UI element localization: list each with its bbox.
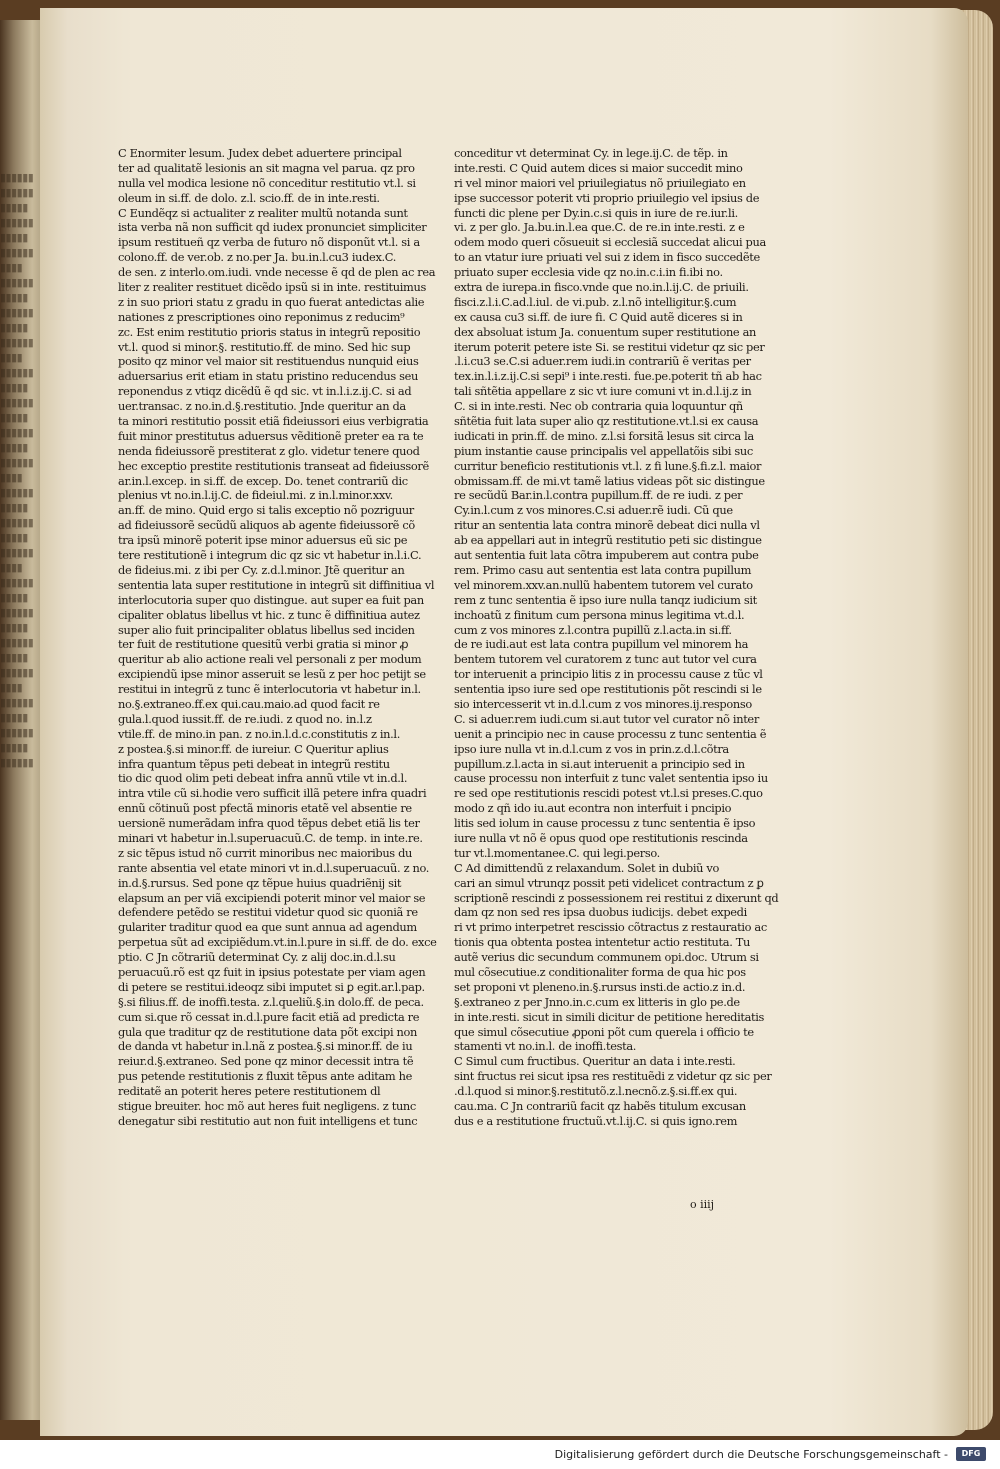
right-text-column — [454, 146, 779, 1129]
text-line: ter ad qualitatẽ lesionis an sit magna vel parua. qz pro — [118, 160, 415, 175]
text-line: pus petende restitutionis z fluxit tẽpus ante aditam he — [118, 1069, 413, 1084]
text-line: cipaliter oblatus libellus vt hic. z tunc ẽ diffinitiua autez — [118, 607, 420, 622]
text-line: de fideius.mi. z ibi per Cy. z.d.l.minor. Jtẽ queritur an — [118, 562, 405, 577]
text-line: tur vt.l.momentanee.C. qui legi.perso. — [454, 845, 660, 860]
text-line: ipsum restitueñ qz verba de futuro nõ disponũt vt.l. si a — [118, 235, 420, 250]
text-line: de danda vt habetur in.l.nã z postea.§.si minor.ff. de iu — [118, 1039, 413, 1054]
text-line: ri vel minor maiori vel priuilegiatus nõ priuilegiato en — [454, 175, 746, 190]
text-line: to an vtatur iure priuati vel sui z idem in fisco succedẽte — [454, 250, 760, 265]
text-line: tex.in.l.i.z.ij.C.si sepi⁹ i inte.resti. fue.pe.poterit tñ ab hac — [454, 369, 762, 384]
text-line: no.§.extraneo.ff.ex qui.cau.maio.ad quod facit re — [118, 696, 380, 711]
text-line: stigue breuiter. hoc mõ aut heres fuit negligens. z tunc — [118, 1099, 416, 1113]
text-line: rem z tunc sententia ẽ ipso iure nulla tanqz iudicium sit — [454, 592, 757, 607]
text-line: minari vt habetur in.l.superuacuũ.C. de temp. in inte.re. — [118, 830, 423, 845]
facing-page-text: ▮▮▮▮▮▮ ▮▮▮▮▮▮ ▮▮▮▮▮ ▮▮▮▮▮▮ ▮▮▮▮▮ ▮▮▮▮▮▮ ▮▮▮▮ ▮▮▮▮▮▮ ▮▮▮▮▮ ▮▮▮▮▮▮ ▮▮▮▮▮ ▮▮▮▮▮▮ ▮▮▮▮ ▮▮▮▮▮▮ ▮▮▮▮▮ ▮▮▮▮▮▮ ▮▮▮▮▮ ▮▮▮▮▮▮ ▮▮▮▮▮ ▮▮▮▮▮▮ ▮▮▮▮ ▮▮▮▮▮▮ ▮▮▮▮▮ ▮▮▮▮▮▮ ▮▮▮▮▮ ▮▮▮▮▮▮ ▮▮▮▮ ▮▮▮▮▮▮ ▮▮▮▮▮ ▮▮▮▮▮▮ ▮▮▮▮▮ ▮▮▮▮▮▮ ▮▮▮▮▮ ▮▮▮▮▮▮ ▮▮▮▮ ▮▮▮▮▮▮ ▮▮▮▮▮ ▮▮▮▮▮▮ ▮▮▮▮▮ ▮▮▮▮▮▮ — [0, 171, 34, 769]
text-line: sio intercesserit vt in.d.l.cum z vos minores.ij.responso — [454, 696, 752, 711]
text-line: elapsum an per viã excipiendi poterit minor vel maior se — [118, 890, 426, 905]
text-line: pupillum.z.l.acta in si.aut interuenit a principio sed in — [454, 756, 745, 771]
text-line: rem. Primo casu aut sententia est lata contra pupillum — [454, 562, 752, 577]
text-line: z postea.§.si minor.ff. de iureiur. C Queritur aplius — [118, 741, 389, 756]
text-line: ter fuit de restitutione quesitũ verbi gratia si minor ꝓ — [118, 637, 409, 652]
text-line: odem modo queri cõsueuit si ecclesiã succedat alicui pua — [454, 235, 766, 250]
dfg-logo: DFG — [956, 1447, 986, 1461]
signature-mark: o iiij — [690, 1198, 715, 1211]
text-line: ar.in.l.excep. in si.ff. de excep. Do. tenet contrariũ dic — [118, 473, 408, 488]
text-line: litis sed iolum in cause processu z tunc sententia ẽ ipso — [454, 816, 756, 831]
text-line: bentem tutorem vel curatorem z tunc aut tutor vel cura — [454, 652, 757, 667]
text-line: perpetua sũt ad excipiẽdum.vt.in.l.pure in si.ff. de do. exce — [118, 935, 437, 950]
text-line: que simul cõsecutiue ꝓponi põt cum querela i officio te — [454, 1024, 754, 1039]
text-line: reditatẽ an poterit heres petere restitutionem dl — [118, 1084, 381, 1099]
text-line: aduersarius erit etiam in statu pristino reducendus seu — [118, 369, 418, 384]
text-line: obmissam.ff. de mi.vt tamẽ latius videas põt sic distingue — [454, 473, 765, 488]
text-line: ipso iure nulla vt in.d.l.cum z vos in prin.z.d.l.cõtra — [454, 741, 729, 756]
text-line: de sen. z interlo.om.iudi. vnde necesse ẽ qd de plen ac rea — [118, 265, 436, 280]
text-line: ritur an sententia lata contra minorẽ debeat dici nulla vl — [454, 518, 760, 533]
text-line: tali sñtẽtia appellare z sic vt iure comuni vt in.d.l.ij.z in — [454, 384, 752, 399]
text-line: in inte.resti. sicut in simili dicitur de petitione hereditatis — [454, 1009, 765, 1024]
text-line: tor interuenit a principio litis z in processu cause z tũc vl — [454, 667, 763, 682]
text-line: uersionẽ numerãdam infra quod tẽpus debet etiã lis ter — [118, 816, 420, 831]
text-line: nenda fideiussorẽ prestiterat z glo. videtur tenere quod — [118, 443, 420, 458]
text-line: gula que traditur qz de restitutione data põt excipi non — [118, 1024, 417, 1039]
text-line: fisci.z.l.i.C.ad.l.iul. de vi.pub. z.l.nõ intelligitur.§.cum — [454, 294, 737, 309]
text-line: iudicati in prin.ff. de mino. z.l.si forsitã lesus sit circa la — [454, 428, 754, 443]
text-line: nulla vel modica lesione nõ conceditur restitutio vt.l. si — [118, 175, 416, 190]
text-line: §.si filius.ff. de inoffi.testa. z.l.queliũ.§.in dolo.ff. de peca. — [118, 994, 424, 1009]
text-line: set proponi vt pleneno.in.§.rursus insti.de actio.z in.d. — [454, 979, 746, 994]
text-line: ri vt primo interpetret rescissio cõtractus z restauratio ac — [454, 920, 767, 935]
text-line: C Ad dimittendũ z relaxandum. Solet in dubiũ vo — [454, 860, 720, 875]
text-line: mul cõsecutiue.z conditionaliter forma de qua hic pos — [454, 964, 746, 979]
text-line: C Eundẽqz si actualiter z realiter multũ notanda sunt — [118, 205, 408, 220]
footer-bar — [0, 1440, 1000, 1469]
text-line: modo z qñ ido iu.aut econtra non interfuit i pncipio — [454, 801, 732, 816]
text-line: conceditur vt determinat Cy. in lege.ij.C. de tẽp. in — [454, 146, 728, 160]
text-line: dus e a restitutione fructuũ.vt.l.ij.C. si quis igno.rem — [454, 1113, 738, 1128]
text-line: restitui in integrũ z tunc ẽ interlocutoria vt habetur in.l. — [118, 682, 421, 697]
text-line: vel minorem.xxv.an.nullũ habentem tutorem vel curato — [454, 577, 753, 592]
text-line: ptio. C Jn cõtrariũ determinat Cy. z alij doc.in.d.l.su — [118, 950, 396, 965]
text-line: di petere se restitui.ideoqz sibi imputet si ꝑ egit.ar.l.pap. — [118, 979, 425, 994]
text-line: an.ff. de mino. Quid ergo si talis exceptio nõ pozriguur — [118, 503, 414, 518]
text-line: scriptionẽ rescindi z possessionem rei restitui z dixerunt qd — [454, 890, 779, 905]
text-line: pium instantie cause principalis vel appellatõis sibi suc — [454, 443, 753, 458]
text-line: .d.l.quod si minor.§.restitutõ.z.l.necnõ.z.§.si.ff.ex qui. — [454, 1084, 738, 1099]
text-line: aut sententia fuit lata cõtra impuberem aut contra pube — [454, 548, 759, 563]
text-line: re secũdũ Bar.in.l.contra pupillum.ff. de re iudi. z per — [454, 488, 743, 503]
text-line: denegatur sibi restitutio aut non fuit intelligens et tunc — [118, 1113, 418, 1128]
text-line: ad fideiussorẽ secũdũ aliquos ab agente fideiussorẽ cõ — [118, 518, 415, 533]
text-line: dam qz non sed res ipsa duobus iudicijs. debet expedi — [454, 905, 747, 920]
text-line: z sic tẽpus istud nõ currit minoribus nec maioribus du — [118, 845, 412, 860]
text-line: uer.transac. z no.in.d.§.restitutio. Jnde queritur an da — [118, 399, 406, 414]
text-line: tionis qua obtenta postea intentetur actio restituta. Tu — [454, 935, 750, 950]
text-line: §.extraneo z per Jnno.in.c.cum ex litteris in glo pe.de — [454, 994, 740, 1009]
text-line: functi dic plene per Dy.in.c.si quis in iure de re.iur.li. — [454, 205, 738, 220]
text-line: nationes z prescriptiones oino reponimus z reducim⁹ — [118, 309, 405, 324]
funding-credit: Digitalisierung gefördert durch die Deutsche Forschungsgemeinschaft - — [554, 1448, 948, 1461]
text-line: inte.resti. C Quid autem dices si maior succedit mino — [454, 160, 743, 175]
text-line: cau.ma. C Jn contrariũ facit qz habẽs titulum excusan — [454, 1099, 746, 1113]
text-line: oleum in si.ff. de dolo. z.l. scio.ff. de in inte.resti. — [118, 190, 380, 205]
text-line: gula.l.quod iussit.ff. de re.iudi. z quod no. in.l.z — [118, 711, 372, 726]
text-line: tra ipsũ minorẽ poterit ipse minor aduersus eũ sic pe — [118, 533, 408, 548]
text-line: reponendus z vtiqz dicẽdũ ẽ qd sic. vt in.l.i.z.ij.C. si ad — [118, 384, 412, 399]
text-line: gulariter traditur quod ea que sunt annua ad agendum — [118, 920, 417, 935]
text-line: colono.ff. de ver.ob. z no.per Ja. bu.in.l.cu3 iudex.C. — [118, 250, 397, 265]
text-line: zc. Est enim restitutio prioris status in integrũ repositio — [118, 324, 421, 339]
text-line: fuit minor prestitutus aduersus vẽditionẽ preter ea ra te — [118, 428, 424, 443]
text-line: stamenti vt no.in.l. de inoffi.testa. — [454, 1039, 637, 1054]
text-line: excipiendũ ipse minor asseruit se lesũ z per hoc petijt se — [118, 667, 426, 682]
text-line: iure nulla vt nõ ẽ opus quod ope restitutionis rescinda — [454, 830, 748, 845]
text-line: cum z vos minores z.l.contra pupillũ z.l.acta.in si.ff. — [454, 622, 732, 637]
text-line: cum si.que rõ cessat in.d.l.pure facit etiã ad predicta re — [118, 1009, 420, 1024]
text-line: plenius vt no.in.l.ij.C. de fideiul.mi. z in.l.minor.xxv. — [118, 488, 393, 503]
text-line: C. si aduer.rem iudi.cum si.aut tutor vel curator nõ inter — [454, 711, 759, 726]
left-text-column — [118, 146, 437, 1129]
text-line: vt.l. quod si minor.§. restitutio.ff. de mino. Sed hic sup — [118, 339, 411, 354]
text-line: C Enormiter lesum. Judex debet aduertere principal — [118, 146, 402, 160]
text-line: cari an simul vtrunqz possit peti videlicet contractum z ꝑ — [454, 875, 764, 890]
text-line: sint fructus rei sicut ipsa res restituẽdi z videtur qz sic per — [454, 1069, 772, 1084]
text-line: hec exceptio prestite restitutionis transeat ad fideiussorẽ — [118, 458, 429, 473]
text-line: rante absentia vel etate minori vt in.d.l.superuacuũ. z no. — [118, 860, 430, 875]
text-line: .l.i.cu3 se.C.si aduer.rem iudi.in contrariũ ẽ veritas per — [454, 354, 751, 369]
text-line: reiur.d.§.extraneo. Sed pone qz minor decessit intra tẽ — [118, 1054, 414, 1069]
text-line: ta minori restitutio possit etiã fideiussori eius verbigratia — [118, 414, 429, 429]
text-line: dex absoluat istum Ja. conuentum super restitutione an — [454, 324, 757, 339]
text-line: super alio fuit principaliter oblatus libellus sed inciden — [118, 622, 415, 637]
text-line: queritur ab alio actione reali vel personali z per modum — [118, 652, 422, 667]
text-line: tio dic quod olim peti debeat infra annũ vtile vt in.d.l. — [118, 771, 408, 786]
text-line: de re iudi.aut est lata contra pupillum vel minorem ha — [454, 637, 749, 652]
text-line: sententia lata super restitutione in integrũ sit diffinitiua vl — [118, 577, 435, 592]
text-line: ista verba nã non sufficit qd iudex pronunciet simpliciter — [118, 220, 427, 235]
text-line: defendere petẽdo se restitui videtur quod sic quoniã re — [118, 905, 418, 920]
text-line: vtile.ff. de mino.in pan. z no.in.l.d.c.constitutis z in.l. — [118, 726, 400, 741]
text-line: C Simul cum fructibus. Queritur an data i inte.resti. — [454, 1054, 736, 1069]
text-line: tere restitutionẽ i integrum dic qz sic vt habetur in.l.i.C. — [118, 548, 422, 563]
text-line: curritur beneficio restitutionis vt.l. z fi lune.§.fi.z.l. maior — [454, 458, 762, 473]
text-line: sententia ipso iure sed ope restitutionis põt rescindi si le — [454, 682, 762, 697]
text-line: sñtẽtia fuit lata super alio qz restitutione.vt.l.si ex causa — [454, 414, 759, 429]
text-line: vi. z per glo. Ja.bu.in.l.ea que.C. de re.in inte.resti. z e — [454, 220, 745, 235]
text-line: ab ea appellari aut in integrũ restitutio peti sic distingue — [454, 533, 762, 548]
text-line: C. si in inte.resti. Nec ob contraria quia loquuntur qñ — [454, 399, 743, 414]
text-line: in.d.§.rursus. Sed pone qz tẽpue huius quadriẽnij sit — [118, 875, 402, 890]
text-line: Cy.in.l.cum z vos minores.C.si aduer.rẽ iudi. Cũ que — [454, 503, 733, 518]
text-line: cause processu non interfuit z tunc valet sententia ipso iu — [454, 771, 768, 786]
text-line: infra quantum tẽpus peti debeat in integrũ restitu — [118, 756, 390, 771]
text-line: posito qz minor vel maior sit restituendus nunquid eius — [118, 354, 419, 369]
text-line: autẽ verius dic secundum communem opi.doc. Utrum si — [454, 950, 759, 965]
text-line: priuato super ecclesia vide qz no.in.c.i.in fi.ibi no. — [454, 265, 723, 280]
text-line: intra vtile cũ si.hodie vero sufficit illã petere infra quadri — [118, 786, 427, 801]
text-line: liter z realiter restituet dicẽdo ipsũ si in inte. restituimus — [118, 280, 426, 295]
text-line: z in suo priori statu z gradu in quo fuerat antedictas alie — [118, 294, 425, 309]
text-line: uenit a principio nec in cause processu z tunc sententia ẽ — [454, 726, 767, 741]
text-line: peruacuũ.rõ est qz fuit in ipsius potestate per viam agen — [118, 964, 426, 979]
text-line: ex causa cu3 si.ff. de iure fi. C Quid autẽ diceres si in — [454, 309, 743, 324]
text-line: re sed ope restitutionis rescidi potest vt.l.si preses.C.quo — [454, 786, 763, 801]
text-line: ennũ cõtinuũ post pfectã minoris etatẽ vel absentie re — [118, 801, 412, 816]
text-line: extra de iurepa.in fisco.vnde que no.in.l.ij.C. de priuili. — [454, 280, 749, 295]
text-line: ipse successor poterit vti proprio priuilegio vel ipsius de — [454, 190, 760, 205]
text-line: inchoatũ z finitum cum persona minus legitima vt.d.l. — [454, 607, 745, 622]
text-line: iterum poterit petere iste Si. se restitui videtur qz sic per — [454, 339, 765, 354]
text-line: interlocutoria super quo distingue. aut super ea fuit pan — [118, 592, 424, 607]
